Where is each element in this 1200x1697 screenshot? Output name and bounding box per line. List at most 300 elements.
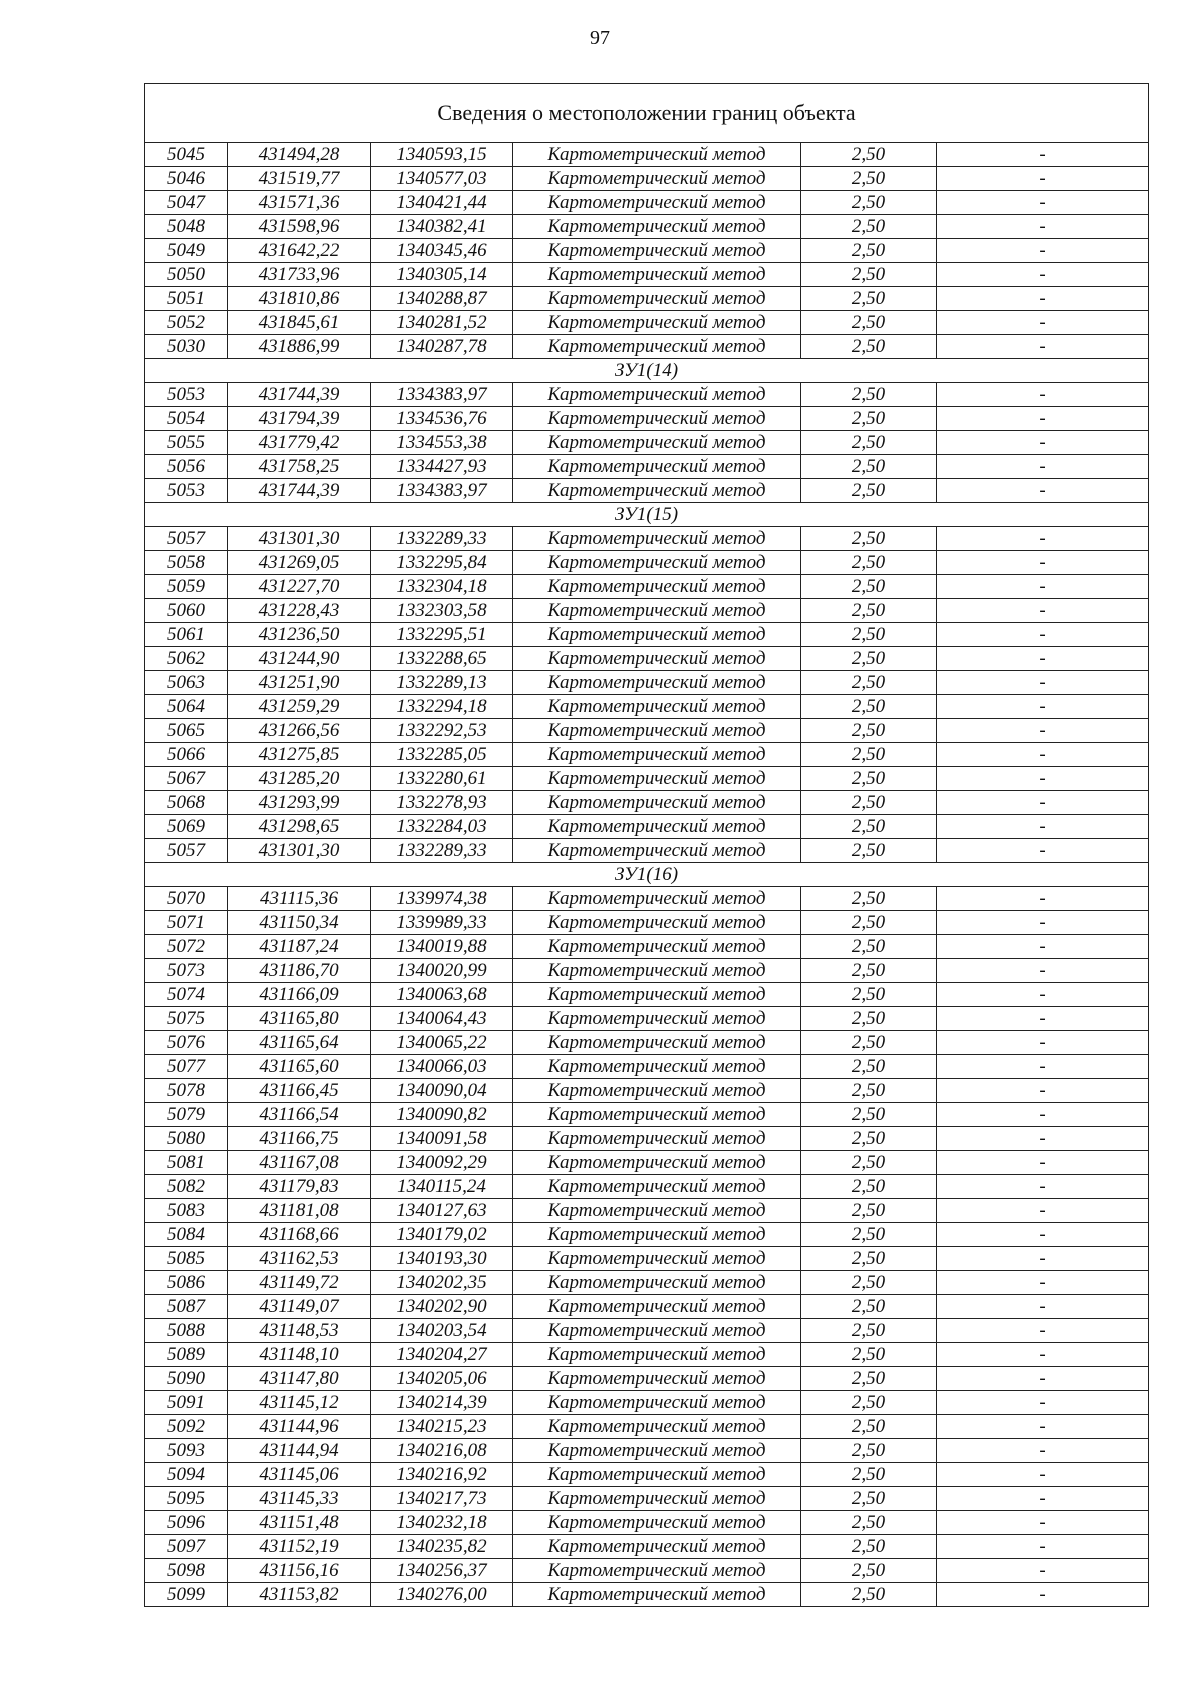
x-coordinate-cell: 431794,39 — [228, 407, 371, 431]
method-cell: Картометрический метод — [513, 815, 801, 839]
accuracy-cell: 2,50 — [801, 1127, 937, 1151]
y-coordinate-cell: 1340577,03 — [371, 167, 513, 191]
x-coordinate-cell: 431886,99 — [228, 335, 371, 359]
point-number-cell: 5075 — [145, 1007, 228, 1031]
method-cell: Картометрический метод — [513, 767, 801, 791]
y-coordinate-cell: 1332289,33 — [371, 527, 513, 551]
y-coordinate-cell: 1340217,73 — [371, 1487, 513, 1511]
note-cell: - — [937, 719, 1149, 743]
y-coordinate-cell: 1340202,35 — [371, 1271, 513, 1295]
x-coordinate-cell: 431168,66 — [228, 1223, 371, 1247]
y-coordinate-cell: 1334383,97 — [371, 479, 513, 503]
y-coordinate-cell: 1332284,03 — [371, 815, 513, 839]
point-number-cell: 5080 — [145, 1127, 228, 1151]
accuracy-cell: 2,50 — [801, 191, 937, 215]
method-cell: Картометрический метод — [513, 263, 801, 287]
method-cell: Картометрический метод — [513, 743, 801, 767]
method-cell: Картометрический метод — [513, 1511, 801, 1535]
point-number-cell: 5076 — [145, 1031, 228, 1055]
method-cell: Картометрический метод — [513, 527, 801, 551]
note-cell: - — [937, 815, 1149, 839]
table-row — [145, 167, 1149, 191]
method-cell: Картометрический метод — [513, 911, 801, 935]
note-cell: - — [937, 1175, 1149, 1199]
x-coordinate-cell: 431166,45 — [228, 1079, 371, 1103]
method-cell: Картометрический метод — [513, 1127, 801, 1151]
note-cell: - — [937, 287, 1149, 311]
point-number-cell: 5045 — [145, 143, 228, 167]
note-cell: - — [937, 335, 1149, 359]
table-row — [145, 599, 1149, 623]
point-number-cell: 5060 — [145, 599, 228, 623]
note-cell: - — [937, 1559, 1149, 1583]
method-cell: Картометрический метод — [513, 1103, 801, 1127]
table-row — [145, 479, 1149, 503]
method-cell: Картометрический метод — [513, 191, 801, 215]
point-number-cell: 5090 — [145, 1367, 228, 1391]
note-cell: - — [937, 599, 1149, 623]
table-row — [145, 575, 1149, 599]
x-coordinate-cell: 431259,29 — [228, 695, 371, 719]
table-row — [145, 287, 1149, 311]
note-cell: - — [937, 1295, 1149, 1319]
x-coordinate-cell: 431228,43 — [228, 599, 371, 623]
accuracy-cell: 2,50 — [801, 167, 937, 191]
x-coordinate-cell: 431269,05 — [228, 551, 371, 575]
note-cell: - — [937, 647, 1149, 671]
accuracy-cell: 2,50 — [801, 1487, 937, 1511]
method-cell: Картометрический метод — [513, 935, 801, 959]
y-coordinate-cell: 1340115,24 — [371, 1175, 513, 1199]
y-coordinate-cell: 1340232,18 — [371, 1511, 513, 1535]
table-row — [145, 911, 1149, 935]
table-row — [145, 1319, 1149, 1343]
x-coordinate-cell: 431181,08 — [228, 1199, 371, 1223]
x-coordinate-cell: 431145,12 — [228, 1391, 371, 1415]
accuracy-cell: 2,50 — [801, 1367, 937, 1391]
accuracy-cell: 2,50 — [801, 143, 937, 167]
point-number-cell: 5079 — [145, 1103, 228, 1127]
note-cell: - — [937, 167, 1149, 191]
x-coordinate-cell: 431145,06 — [228, 1463, 371, 1487]
method-cell: Картометрический метод — [513, 1199, 801, 1223]
point-number-cell: 5063 — [145, 671, 228, 695]
point-number-cell: 5074 — [145, 983, 228, 1007]
x-coordinate-cell: 431165,64 — [228, 1031, 371, 1055]
table-row — [145, 1175, 1149, 1199]
table-row — [145, 1535, 1149, 1559]
accuracy-cell: 2,50 — [801, 911, 937, 935]
point-number-cell: 5097 — [145, 1535, 228, 1559]
accuracy-cell: 2,50 — [801, 479, 937, 503]
table-row — [145, 887, 1149, 911]
table-row — [145, 1271, 1149, 1295]
accuracy-cell: 2,50 — [801, 1199, 937, 1223]
note-cell: - — [937, 407, 1149, 431]
method-cell: Картометрический метод — [513, 1151, 801, 1175]
y-coordinate-cell: 1340305,14 — [371, 263, 513, 287]
method-cell: Картометрический метод — [513, 1319, 801, 1343]
note-cell: - — [937, 887, 1149, 911]
accuracy-cell: 2,50 — [801, 455, 937, 479]
table-row — [145, 1103, 1149, 1127]
note-cell: - — [937, 191, 1149, 215]
method-cell: Картометрический метод — [513, 1391, 801, 1415]
accuracy-cell: 2,50 — [801, 983, 937, 1007]
x-coordinate-cell: 431744,39 — [228, 479, 371, 503]
method-cell: Картометрический метод — [513, 1007, 801, 1031]
y-coordinate-cell: 1340288,87 — [371, 287, 513, 311]
table-row — [145, 1247, 1149, 1271]
table-row — [145, 1127, 1149, 1151]
note-cell: - — [937, 959, 1149, 983]
accuracy-cell: 2,50 — [801, 1391, 937, 1415]
table-row — [145, 983, 1149, 1007]
point-number-cell: 5083 — [145, 1199, 228, 1223]
accuracy-cell: 2,50 — [801, 263, 937, 287]
x-coordinate-cell: 431162,53 — [228, 1247, 371, 1271]
x-coordinate-cell: 431298,65 — [228, 815, 371, 839]
point-number-cell: 5091 — [145, 1391, 228, 1415]
y-coordinate-cell: 1340382,41 — [371, 215, 513, 239]
accuracy-cell: 2,50 — [801, 671, 937, 695]
y-coordinate-cell: 1332292,53 — [371, 719, 513, 743]
table-row — [145, 215, 1149, 239]
note-cell: - — [937, 263, 1149, 287]
method-cell: Картометрический метод — [513, 383, 801, 407]
point-number-cell: 5094 — [145, 1463, 228, 1487]
note-cell: - — [937, 767, 1149, 791]
y-coordinate-cell: 1340216,08 — [371, 1439, 513, 1463]
point-number-cell: 5053 — [145, 383, 228, 407]
table-row — [145, 839, 1149, 863]
method-cell: Картометрический метод — [513, 1367, 801, 1391]
table-row — [145, 671, 1149, 695]
x-coordinate-cell: 431186,70 — [228, 959, 371, 983]
table-row — [145, 551, 1149, 575]
y-coordinate-cell: 1340214,39 — [371, 1391, 513, 1415]
point-number-cell: 5061 — [145, 623, 228, 647]
method-cell: Картометрический метод — [513, 1463, 801, 1487]
method-cell: Картометрический метод — [513, 479, 801, 503]
page-number: 97 — [590, 27, 610, 49]
table-row — [145, 191, 1149, 215]
accuracy-cell: 2,50 — [801, 791, 937, 815]
note-cell: - — [937, 1463, 1149, 1487]
x-coordinate-cell: 431275,85 — [228, 743, 371, 767]
y-coordinate-cell: 1334536,76 — [371, 407, 513, 431]
accuracy-cell: 2,50 — [801, 887, 937, 911]
point-number-cell: 5086 — [145, 1271, 228, 1295]
section-label: ЗУ1(14) — [145, 359, 1149, 383]
accuracy-cell: 2,50 — [801, 815, 937, 839]
accuracy-cell: 2,50 — [801, 1271, 937, 1295]
note-cell: - — [937, 671, 1149, 695]
accuracy-cell: 2,50 — [801, 959, 937, 983]
note-cell: - — [937, 383, 1149, 407]
y-coordinate-cell: 1340235,82 — [371, 1535, 513, 1559]
note-cell: - — [937, 575, 1149, 599]
table-row — [145, 1439, 1149, 1463]
table-row — [145, 407, 1149, 431]
section-row — [145, 503, 1149, 527]
accuracy-cell: 2,50 — [801, 431, 937, 455]
point-number-cell: 5085 — [145, 1247, 228, 1271]
x-coordinate-cell: 431227,70 — [228, 575, 371, 599]
point-number-cell: 5067 — [145, 767, 228, 791]
y-coordinate-cell: 1339974,38 — [371, 887, 513, 911]
table-row — [145, 815, 1149, 839]
x-coordinate-cell: 431301,30 — [228, 527, 371, 551]
method-cell: Картометрический метод — [513, 1343, 801, 1367]
y-coordinate-cell: 1340091,58 — [371, 1127, 513, 1151]
method-cell: Картометрический метод — [513, 599, 801, 623]
note-cell: - — [937, 1007, 1149, 1031]
table-row — [145, 1367, 1149, 1391]
table-row — [145, 1463, 1149, 1487]
note-cell: - — [937, 1031, 1149, 1055]
x-coordinate-cell: 431156,16 — [228, 1559, 371, 1583]
table-row — [145, 959, 1149, 983]
x-coordinate-cell: 431144,96 — [228, 1415, 371, 1439]
point-number-cell: 5055 — [145, 431, 228, 455]
method-cell: Картометрический метод — [513, 959, 801, 983]
point-number-cell: 5030 — [145, 335, 228, 359]
table-row — [145, 263, 1149, 287]
table-row — [145, 527, 1149, 551]
point-number-cell: 5065 — [145, 719, 228, 743]
point-number-cell: 5072 — [145, 935, 228, 959]
accuracy-cell: 2,50 — [801, 335, 937, 359]
method-cell: Картометрический метод — [513, 455, 801, 479]
method-cell: Картометрический метод — [513, 1247, 801, 1271]
y-coordinate-cell: 1332280,61 — [371, 767, 513, 791]
table-row — [145, 695, 1149, 719]
point-number-cell: 5096 — [145, 1511, 228, 1535]
y-coordinate-cell: 1340216,92 — [371, 1463, 513, 1487]
table-row — [145, 1031, 1149, 1055]
x-coordinate-cell: 431149,72 — [228, 1271, 371, 1295]
table-row — [145, 335, 1149, 359]
point-number-cell: 5064 — [145, 695, 228, 719]
accuracy-cell: 2,50 — [801, 1055, 937, 1079]
x-coordinate-cell: 431166,54 — [228, 1103, 371, 1127]
y-coordinate-cell: 1340204,27 — [371, 1343, 513, 1367]
table-row — [145, 623, 1149, 647]
accuracy-cell: 2,50 — [801, 1247, 937, 1271]
y-coordinate-cell: 1340019,88 — [371, 935, 513, 959]
y-coordinate-cell: 1340064,43 — [371, 1007, 513, 1031]
table-row — [145, 767, 1149, 791]
y-coordinate-cell: 1340127,63 — [371, 1199, 513, 1223]
method-cell: Картометрический метод — [513, 143, 801, 167]
point-number-cell: 5068 — [145, 791, 228, 815]
y-coordinate-cell: 1332304,18 — [371, 575, 513, 599]
method-cell: Картометрический метод — [513, 983, 801, 1007]
method-cell: Картометрический метод — [513, 335, 801, 359]
note-cell: - — [937, 1127, 1149, 1151]
method-cell: Картометрический метод — [513, 1031, 801, 1055]
accuracy-cell: 2,50 — [801, 623, 937, 647]
point-number-cell: 5058 — [145, 551, 228, 575]
note-cell: - — [937, 479, 1149, 503]
method-cell: Картометрический метод — [513, 647, 801, 671]
point-number-cell: 5098 — [145, 1559, 228, 1583]
method-cell: Картометрический метод — [513, 551, 801, 575]
accuracy-cell: 2,50 — [801, 767, 937, 791]
y-coordinate-cell: 1340281,52 — [371, 311, 513, 335]
x-coordinate-cell: 431167,08 — [228, 1151, 371, 1175]
note-cell: - — [937, 215, 1149, 239]
point-number-cell: 5082 — [145, 1175, 228, 1199]
x-coordinate-cell: 431810,86 — [228, 287, 371, 311]
x-coordinate-cell: 431779,42 — [228, 431, 371, 455]
table-row — [145, 1079, 1149, 1103]
method-cell: Картометрический метод — [513, 1487, 801, 1511]
accuracy-cell: 2,50 — [801, 1535, 937, 1559]
note-cell: - — [937, 791, 1149, 815]
accuracy-cell: 2,50 — [801, 1559, 937, 1583]
point-number-cell: 5066 — [145, 743, 228, 767]
accuracy-cell: 2,50 — [801, 839, 937, 863]
method-cell: Картометрический метод — [513, 1271, 801, 1295]
accuracy-cell: 2,50 — [801, 1295, 937, 1319]
y-coordinate-cell: 1340256,37 — [371, 1559, 513, 1583]
y-coordinate-cell: 1340593,15 — [371, 143, 513, 167]
point-number-cell: 5089 — [145, 1343, 228, 1367]
x-coordinate-cell: 431845,61 — [228, 311, 371, 335]
table-row — [145, 719, 1149, 743]
section-label: ЗУ1(15) — [145, 503, 1149, 527]
note-cell: - — [937, 1319, 1149, 1343]
accuracy-cell: 2,50 — [801, 695, 937, 719]
table-row — [145, 455, 1149, 479]
table-row — [145, 311, 1149, 335]
x-coordinate-cell: 431148,10 — [228, 1343, 371, 1367]
x-coordinate-cell: 431571,36 — [228, 191, 371, 215]
accuracy-cell: 2,50 — [801, 1223, 937, 1247]
y-coordinate-cell: 1334553,38 — [371, 431, 513, 455]
x-coordinate-cell: 431187,24 — [228, 935, 371, 959]
method-cell: Картометрический метод — [513, 575, 801, 599]
x-coordinate-cell: 431165,60 — [228, 1055, 371, 1079]
accuracy-cell: 2,50 — [801, 1031, 937, 1055]
table-row — [145, 1151, 1149, 1175]
y-coordinate-cell: 1334383,97 — [371, 383, 513, 407]
note-cell: - — [937, 1271, 1149, 1295]
y-coordinate-cell: 1340287,78 — [371, 335, 513, 359]
table-row — [145, 1415, 1149, 1439]
method-cell: Картометрический метод — [513, 1295, 801, 1319]
method-cell: Картометрический метод — [513, 1535, 801, 1559]
note-cell: - — [937, 551, 1149, 575]
y-coordinate-cell: 1332295,84 — [371, 551, 513, 575]
point-number-cell: 5093 — [145, 1439, 228, 1463]
note-cell: - — [937, 1535, 1149, 1559]
note-cell: - — [937, 623, 1149, 647]
method-cell: Картометрический метод — [513, 791, 801, 815]
note-cell: - — [937, 527, 1149, 551]
x-coordinate-cell: 431148,53 — [228, 1319, 371, 1343]
point-number-cell: 5054 — [145, 407, 228, 431]
point-number-cell: 5084 — [145, 1223, 228, 1247]
x-coordinate-cell: 431251,90 — [228, 671, 371, 695]
accuracy-cell: 2,50 — [801, 575, 937, 599]
note-cell: - — [937, 1583, 1149, 1607]
accuracy-cell: 2,50 — [801, 311, 937, 335]
accuracy-cell: 2,50 — [801, 1511, 937, 1535]
table-row — [145, 1391, 1149, 1415]
note-cell: - — [937, 1487, 1149, 1511]
accuracy-cell: 2,50 — [801, 1103, 937, 1127]
note-cell: - — [937, 1223, 1149, 1247]
method-cell: Картометрический метод — [513, 215, 801, 239]
method-cell: Картометрический метод — [513, 695, 801, 719]
point-number-cell: 5057 — [145, 527, 228, 551]
note-cell: - — [937, 911, 1149, 935]
table-row — [145, 1487, 1149, 1511]
note-cell: - — [937, 1415, 1149, 1439]
table-row — [145, 1511, 1149, 1535]
x-coordinate-cell: 431519,77 — [228, 167, 371, 191]
note-cell: - — [937, 695, 1149, 719]
point-number-cell: 5051 — [145, 287, 228, 311]
x-coordinate-cell: 431179,83 — [228, 1175, 371, 1199]
boundary-coordinates-table — [144, 83, 1149, 1607]
accuracy-cell: 2,50 — [801, 1151, 937, 1175]
y-coordinate-cell: 1340090,82 — [371, 1103, 513, 1127]
point-number-cell: 5088 — [145, 1319, 228, 1343]
note-cell: - — [937, 1199, 1149, 1223]
y-coordinate-cell: 1334427,93 — [371, 455, 513, 479]
x-coordinate-cell: 431642,22 — [228, 239, 371, 263]
y-coordinate-cell: 1340063,68 — [371, 983, 513, 1007]
table-row — [145, 239, 1149, 263]
section-label: ЗУ1(16) — [145, 863, 1149, 887]
point-number-cell: 5095 — [145, 1487, 228, 1511]
accuracy-cell: 2,50 — [801, 935, 937, 959]
method-cell: Картометрический метод — [513, 1055, 801, 1079]
x-coordinate-cell: 431758,25 — [228, 455, 371, 479]
note-cell: - — [937, 983, 1149, 1007]
table-row — [145, 1295, 1149, 1319]
accuracy-cell: 2,50 — [801, 527, 937, 551]
x-coordinate-cell: 431293,99 — [228, 791, 371, 815]
accuracy-cell: 2,50 — [801, 1007, 937, 1031]
note-cell: - — [937, 455, 1149, 479]
accuracy-cell: 2,50 — [801, 1079, 937, 1103]
method-cell: Картометрический метод — [513, 719, 801, 743]
table-row — [145, 791, 1149, 815]
method-cell: Картометрический метод — [513, 1415, 801, 1439]
method-cell: Картометрический метод — [513, 887, 801, 911]
x-coordinate-cell: 431494,28 — [228, 143, 371, 167]
accuracy-cell: 2,50 — [801, 1439, 937, 1463]
accuracy-cell: 2,50 — [801, 551, 937, 575]
accuracy-cell: 2,50 — [801, 215, 937, 239]
accuracy-cell: 2,50 — [801, 1319, 937, 1343]
y-coordinate-cell: 1340066,03 — [371, 1055, 513, 1079]
x-coordinate-cell: 431301,30 — [228, 839, 371, 863]
table-body — [145, 143, 1149, 1607]
x-coordinate-cell: 431744,39 — [228, 383, 371, 407]
point-number-cell: 5057 — [145, 839, 228, 863]
table-row — [145, 1199, 1149, 1223]
table-row — [145, 1583, 1149, 1607]
note-cell: - — [937, 839, 1149, 863]
method-cell: Картометрический метод — [513, 1079, 801, 1103]
x-coordinate-cell: 431149,07 — [228, 1295, 371, 1319]
